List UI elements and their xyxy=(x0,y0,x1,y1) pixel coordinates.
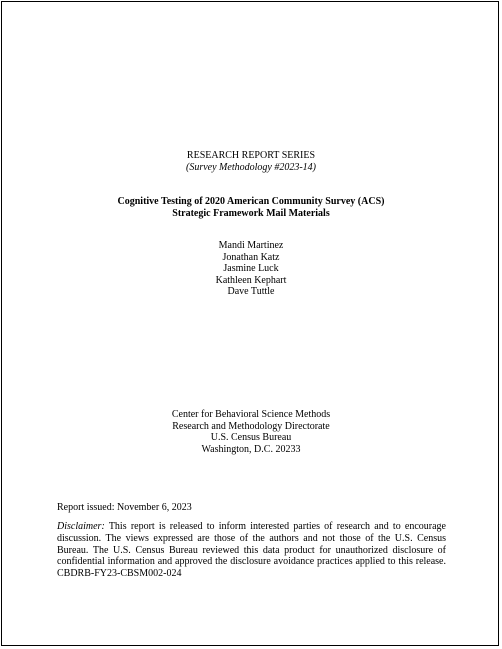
title-line-2: Strategic Framework Mail Materials xyxy=(172,208,330,219)
report-title xyxy=(0,196,502,220)
author-list xyxy=(0,240,502,298)
org-center: Center for Behavioral Science Methods xyxy=(171,409,331,420)
issue-date: Report issued: November 6, 2023 xyxy=(57,502,192,513)
series-subheading: (Survey Methodology #2023-14) xyxy=(186,162,316,173)
author-name: Jonathan Katz xyxy=(222,251,280,263)
disclaimer-text: This report is released to inform interested parties of research and to encourage discussion. The views expressed are those of the authors and not those of the U.S. Census Bureau. The U.S. Census Bureau reviewed this data product for unauthorized disclosure of confidential information and approved the disclosure avoidance practices applied to this release. CBDRB-FY23-CBSM002-024 xyxy=(57,521,446,580)
report-series xyxy=(0,150,502,174)
org-address: Washington, D.C. 20233 xyxy=(201,443,301,455)
author-name: Dave Tuttle xyxy=(227,286,275,297)
org-bureau: U.S. Census Bureau xyxy=(210,432,292,444)
organization-block xyxy=(0,409,502,455)
author-name: Jasmine Luck xyxy=(223,263,279,274)
org-directorate: Research and Methodology Directorate xyxy=(172,420,330,432)
series-heading: RESEARCH REPORT SERIES xyxy=(186,150,316,161)
author-name: Kathleen Kephart xyxy=(215,274,287,286)
title-line-1: Cognitive Testing of 2020 American Community Survey (ACS) xyxy=(117,196,385,207)
disclaimer xyxy=(57,521,446,580)
author-name: Mandi Martinez xyxy=(218,240,284,251)
disclaimer-label: Disclaimer: xyxy=(57,521,105,532)
